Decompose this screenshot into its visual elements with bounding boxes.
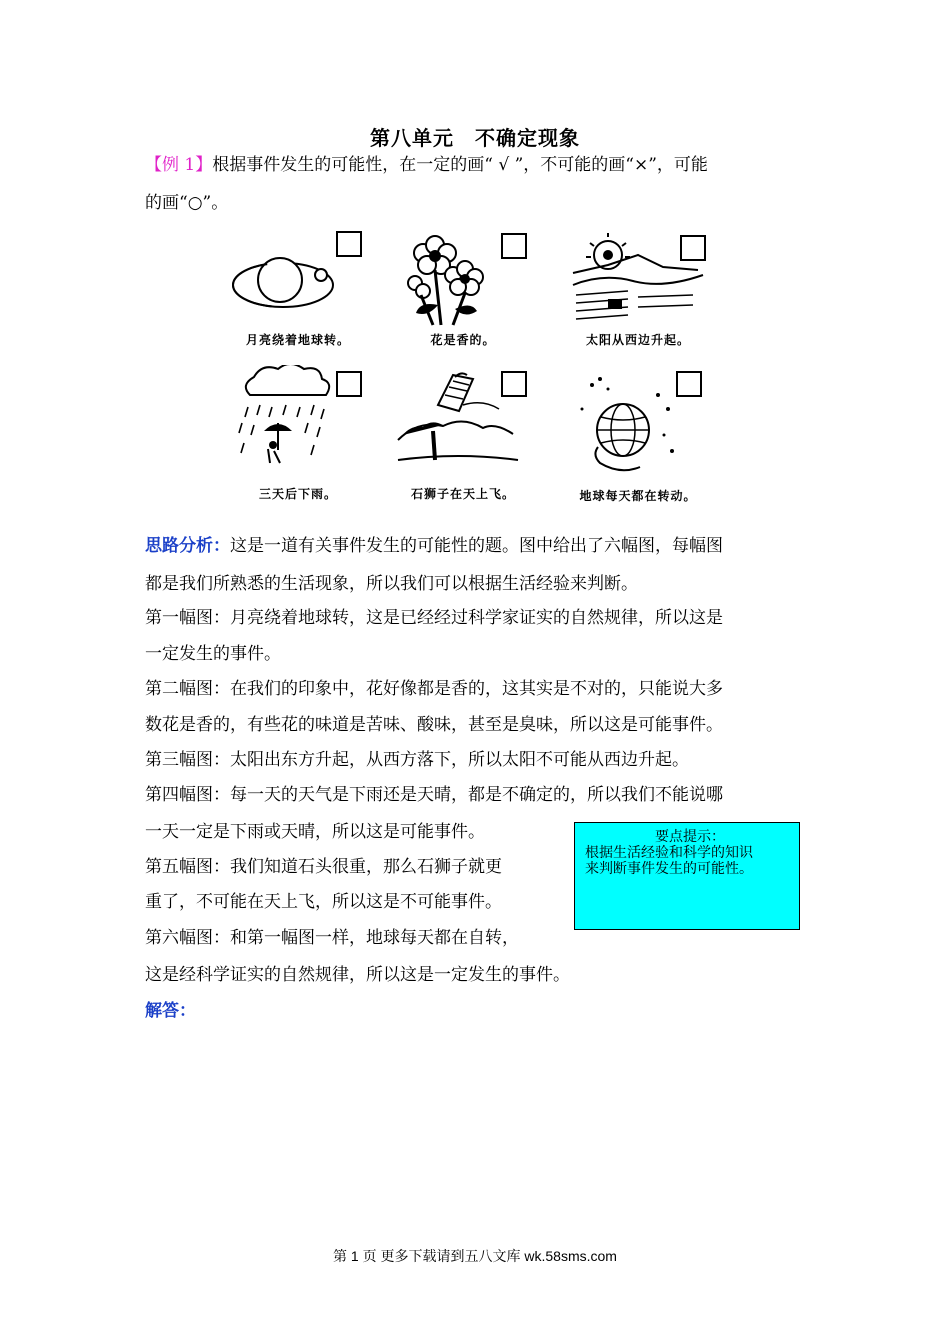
analysis-line: 重了，不可能在天上飞，所以这是不可能事件。: [145, 892, 502, 912]
tip-line-1: 根据生活经验和科学的知识: [585, 845, 753, 861]
analysis-line: 第二幅图：在我们的印象中，花好像都是香的，这其实是不对的，只能说大多: [145, 679, 723, 699]
figure-sunrise: [568, 225, 733, 370]
answer-checkbox[interactable]: [680, 235, 706, 261]
answer-checkbox[interactable]: [501, 233, 527, 259]
figure-caption: 月亮绕着地球转。: [245, 333, 350, 347]
example-tag: 【例 1】: [145, 155, 213, 175]
answer-checkbox[interactable]: [676, 371, 702, 397]
answer-checkbox[interactable]: [336, 371, 362, 397]
analysis-line: 这是经科学证实的自然规律，所以这是一定发生的事件。: [145, 965, 570, 985]
page-title: 第八单元 不确定现象: [370, 126, 580, 150]
analysis-line: 第一幅图：月亮绕着地球转，这是已经经过科学家证实的自然规律，所以这是: [145, 608, 723, 628]
analysis-line: 第三幅图：太阳出东方升起，从西方落下，所以太阳不可能从西边升起。: [145, 750, 689, 770]
analysis-line: 都是我们所熟悉的生活现象，所以我们可以根据生活经验来判断。: [145, 574, 638, 594]
analysis-line: 第六幅图：和第一幅图一样，地球每天都在自转，: [145, 928, 519, 948]
figure-rain: [228, 365, 393, 510]
tip-line-2: 来判断事件发生的可能性。: [585, 861, 753, 877]
figure-grid: [228, 225, 728, 515]
page-footer: 第 1 页 更多下载请到五八文库 wk.58sms.com: [333, 1248, 617, 1264]
figure-caption: 花是香的。: [430, 333, 496, 347]
analysis-line-1: [145, 531, 723, 556]
analysis-line: 一定发生的事件。: [145, 644, 281, 664]
analysis-label: 思路分析：: [145, 536, 230, 556]
analysis-line: 第四幅图：每一天的天气是下雨还是天晴，都是不确定的，所以我们不能说哪: [145, 785, 723, 805]
figure-flower: [393, 225, 558, 370]
answer-label: 解答：: [145, 1001, 196, 1021]
analysis-line: 第五幅图：我们知道石头很重，那么石狮子就更: [145, 857, 502, 877]
analysis-text: 这是一道有关事件发生的可能性的题。图中给出了六幅图，每幅图: [230, 536, 723, 556]
answer-checkbox[interactable]: [501, 371, 527, 397]
figure-caption: 太阳从西边升起。: [585, 333, 690, 347]
answer-checkbox[interactable]: [336, 231, 362, 257]
figure-caption: 三天后下雨。: [258, 487, 337, 501]
tip-title: 要点提示：: [655, 829, 725, 845]
example-line-2: 的画“○”。: [145, 193, 229, 213]
figure-globe: [568, 365, 733, 510]
figure-moon: [228, 225, 393, 370]
example-text-1: 根据事件发生的可能性，在一定的画“ √ ”，不可能的画“×”，可能: [212, 155, 708, 175]
figure-caption: 石狮子在天上飞。: [410, 487, 515, 501]
analysis-line: 一天一定是下雨或天晴，所以这是可能事件。: [145, 822, 485, 842]
figure-caption: 地球每天都在转动。: [579, 489, 697, 503]
example-line-1: [145, 150, 708, 175]
analysis-line: 数花是香的，有些花的味道是苦味、酸味，甚至是臭味，所以这是可能事件。: [145, 715, 723, 735]
figure-stone-lion: [393, 365, 558, 510]
tip-box: [574, 822, 800, 930]
